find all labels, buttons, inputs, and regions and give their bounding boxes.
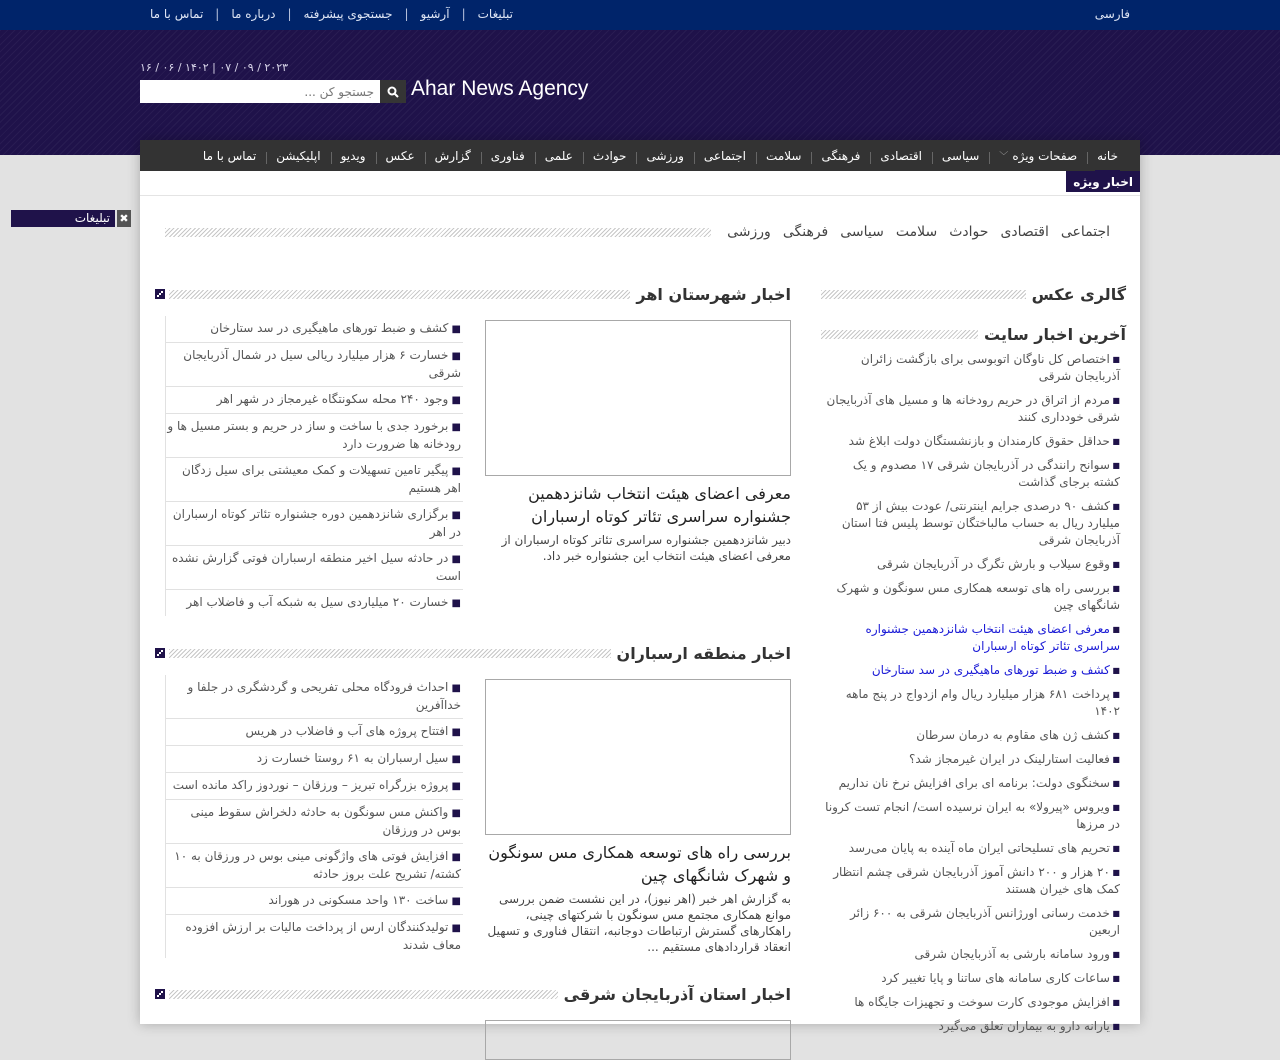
list-item[interactable]: ■ افزایش فوتی های واژگونی مینی بوس در ورزقان به ۱۰ کشته/ تشریح علت بروز حادثه bbox=[166, 844, 463, 888]
tag-cloud bbox=[165, 222, 1110, 242]
side-ad-label[interactable]: تبلیغات bbox=[11, 210, 115, 227]
nav-label: عکس bbox=[385, 148, 415, 163]
tag-link[interactable]: سیاسی bbox=[840, 224, 884, 240]
featured-article bbox=[485, 679, 791, 955]
tag-link[interactable]: اقتصادی bbox=[1000, 224, 1049, 240]
nav-label: اقتصادی bbox=[880, 148, 922, 163]
nav-special-pages[interactable] bbox=[989, 149, 1087, 163]
list-item[interactable]: ■ سخنگوی دولت: برنامه ای برای افزایش نرخ نان نداریم bbox=[821, 772, 1126, 796]
tag-link[interactable]: سلامت bbox=[895, 224, 938, 240]
list-item[interactable]: ■ ویروس «پیرولا» به ایران نرسیده است/ انجام تست کرونا در مرزها bbox=[821, 796, 1126, 837]
nav-label: سلامت bbox=[766, 148, 802, 163]
top-link-contact[interactable]: تماس با ما bbox=[150, 7, 204, 21]
section-title: آخرین اخبار سایت bbox=[984, 324, 1126, 344]
section-header bbox=[155, 639, 791, 667]
special-news-bar bbox=[140, 171, 1140, 196]
top-link-about[interactable]: درباره ما bbox=[231, 7, 276, 21]
nav-label: خانه bbox=[1097, 148, 1118, 163]
nav-contact[interactable] bbox=[193, 149, 266, 163]
tag-link[interactable]: اجتماعی bbox=[1060, 224, 1110, 240]
rss-icon[interactable] bbox=[155, 289, 165, 299]
list-item[interactable]: ■ احداث فرودگاه محلی تفریحی و گردشگری در جلفا و خداآفرین bbox=[166, 675, 463, 719]
list-item[interactable]: ■ حداقل حقوق کارمندان و بازنشستگان دولت ابلاغ شد bbox=[821, 430, 1126, 454]
nav-social[interactable] bbox=[694, 149, 756, 163]
tag-link[interactable]: فرهنگی bbox=[782, 224, 829, 240]
section-ahar bbox=[155, 280, 791, 619]
date-display: ۱۶ / ۰۶ / ۱۴۰۲ | ۰۷ / ۰۹ / ۲۰۲۳ bbox=[140, 61, 289, 74]
close-icon[interactable]: ✖ bbox=[117, 210, 131, 227]
news-list bbox=[165, 316, 463, 616]
article-image[interactable] bbox=[485, 1020, 791, 1060]
site-brand[interactable]: Ahar News Agency bbox=[411, 77, 589, 100]
side-ad bbox=[11, 210, 131, 227]
right-sidebar bbox=[821, 280, 1126, 1039]
list-item[interactable]: ■ مردم از اتراق در حریم رودخانه ها و مسیل های آذربایجان شرقی خودداری کنند bbox=[821, 389, 1126, 430]
top-link-ads[interactable]: تبلیغات bbox=[477, 7, 513, 21]
nav-label: گزارش bbox=[434, 148, 471, 163]
nav-photo[interactable] bbox=[376, 149, 425, 163]
search-button[interactable] bbox=[380, 80, 406, 103]
top-bar bbox=[0, 0, 1280, 30]
nav-science[interactable] bbox=[535, 149, 583, 163]
nav-sports[interactable] bbox=[636, 149, 693, 163]
nav-health[interactable] bbox=[756, 149, 811, 163]
list-item[interactable]: ■ کشف و ضبط تورهای ماهیگیری در سد ستارخان bbox=[821, 659, 1126, 683]
divider: | bbox=[404, 7, 409, 21]
nav-label: اپلیکیشن bbox=[276, 148, 321, 163]
list-item[interactable]: ■ برخورد جدی با ساخت و ساز در حریم و بستر مسیل ها و رودخانه ها ضرورت دارد bbox=[166, 414, 463, 458]
list-item[interactable]: ■ پروژه بزرگراه تبریز – ورزقان – نوردوز راکد مانده است bbox=[166, 773, 463, 800]
nav-label: علمی bbox=[544, 148, 573, 163]
list-item[interactable]: ■ خدمت رسانی اورژانس آذربایجان شرقی به ۶۰۰ زائر اربعین bbox=[821, 902, 1126, 943]
list-item[interactable]: ■ ورود سامانه بارشی به آذربایجان شرقی bbox=[821, 943, 1126, 967]
nav-home[interactable] bbox=[1087, 149, 1128, 163]
gallery-header bbox=[821, 280, 1126, 308]
list-item[interactable]: ■ بررسی راه های توسعه همکاری مس سونگون و شهرک شانگهای چین bbox=[821, 577, 1126, 618]
featured-article bbox=[485, 320, 791, 564]
list-item[interactable]: ■ خسارت ۲۰ میلیاردی سیل به شبکه آب و فاضلاب اهر bbox=[166, 590, 463, 616]
list-item[interactable]: ■ وجود ۲۴۰ محله سکونتگاه غیرمجاز در شهر اهر bbox=[166, 387, 463, 414]
article-summary: به گزارش اهر خبر (اهر نیوز)، در این نشست ضمن بررسی موانع همکاری مجتمع مس سونگون با شرکتهای چینی، راهکارهای گسترش ارتباطات دوجانبه، انتقال فناوری و تسهیل انعقاد قراردادهای مستقیم ... bbox=[487, 892, 791, 954]
main-nav bbox=[140, 140, 1140, 171]
article-title[interactable]: معرفی اعضای هیئت انتخاب شانزدهمین جشنواره سراسری تئاتر کوتاه ارسباران bbox=[528, 484, 791, 526]
language-link[interactable]: فارسی bbox=[1094, 7, 1130, 21]
list-item[interactable]: ■ تولیدکنندگان ارس از پرداخت مالیات بر ارزش افزوده معاف شدند bbox=[166, 915, 463, 958]
list-item[interactable]: ■ افزایش موجودی کارت سوخت و تجهیزات جایگاه ها bbox=[821, 991, 1126, 1015]
list-item[interactable]: ■ در حادثه سیل اخیر منطقه ارسباران فوتی گزارش نشده است bbox=[166, 546, 463, 590]
list-item[interactable]: ■ کشف ۹۰ درصدی جرایم اینترنتی/ عودت بیش از ۵۳ میلیارد ریال به حساب مالباختگان توسط پلیس فتا استان آذربایجان شرقی bbox=[821, 495, 1126, 553]
top-link-archive[interactable]: آرشیو bbox=[420, 7, 450, 21]
list-item[interactable]: ■ پرداخت ۶۸۱ هزار میلیارد ریال وام ازدواج در پنج ماهه ۱۴۰۲ bbox=[821, 683, 1126, 724]
list-item[interactable]: ■ سوانح رانندگی در آذربایجان شرقی ۱۷ مصدوم و یک کشته برجای گذاشت bbox=[821, 454, 1126, 495]
section-header bbox=[155, 280, 791, 308]
nav-label: ویدیو bbox=[340, 148, 366, 163]
chevron-down-icon: ﹀ bbox=[999, 152, 1009, 162]
list-item[interactable]: ■ خسارت ۶ هزار میلیارد ریالی سیل در شمال آذربایجان شرقی bbox=[166, 343, 463, 387]
nav-application[interactable] bbox=[266, 149, 330, 163]
nav-culture[interactable] bbox=[811, 149, 870, 163]
main-column bbox=[155, 280, 791, 1028]
nav-label: فناوری bbox=[490, 148, 525, 163]
section-title[interactable]: گالری عکس bbox=[1031, 284, 1126, 304]
news-list bbox=[165, 675, 463, 958]
divider bbox=[169, 290, 630, 299]
nav-label: سیاسی bbox=[941, 148, 980, 163]
nav-label: فرهنگی bbox=[821, 148, 861, 163]
nav-label: اجتماعی bbox=[703, 148, 747, 163]
list-item[interactable]: ■ پیگیر تامین تسهیلات و کمک معیشتی برای سیل زدگان اهر هستیم bbox=[166, 458, 463, 502]
article-title[interactable]: بررسی راه های توسعه همکاری مس سونگون و شهرک شانگهای چین bbox=[488, 843, 791, 885]
section-arasbaran bbox=[155, 639, 791, 960]
list-item[interactable]: ■ ساخت ۱۳۰ واحد مسکونی در هوراند bbox=[166, 888, 463, 915]
section-east-azerbaijan bbox=[155, 980, 791, 1008]
section-title[interactable]: اخبار شهرستان اهر bbox=[636, 284, 791, 304]
article-image[interactable] bbox=[485, 320, 791, 476]
site-header bbox=[0, 30, 1280, 155]
special-news-label: اخبار ویژه bbox=[1066, 171, 1140, 192]
search-icon bbox=[387, 86, 399, 98]
divider bbox=[165, 228, 711, 237]
divider: | bbox=[461, 7, 466, 21]
nav-report[interactable] bbox=[425, 149, 481, 163]
tag-link[interactable]: ورزشی bbox=[727, 224, 771, 240]
article-image[interactable] bbox=[485, 679, 791, 835]
page-container bbox=[140, 140, 1140, 1033]
latest-news-header bbox=[821, 320, 1126, 348]
section-header bbox=[155, 980, 791, 1008]
list-item[interactable]: ■ معرفی اعضای هیئت انتخاب شانزدهمین جشنواره سراسری تئاتر کوتاه ارسباران bbox=[821, 618, 1126, 659]
search-input[interactable] bbox=[140, 80, 380, 103]
list-item[interactable]: ■ واکنش مس سونگون به حادثه دلخراش سقوط مینی بوس در ورزقان bbox=[166, 800, 463, 844]
section-title[interactable]: اخبار استان آذربایجان شرقی bbox=[563, 984, 791, 1004]
list-item[interactable]: ■ وقوع سیلاب و بارش تگرگ در آذربایجان شرقی bbox=[821, 553, 1126, 577]
divider: | bbox=[215, 7, 220, 21]
top-link-advanced-search[interactable]: جستجوی پیشرفته bbox=[303, 7, 393, 21]
rss-icon[interactable] bbox=[155, 989, 165, 999]
section-title[interactable]: اخبار منطقه ارسباران bbox=[616, 643, 791, 663]
nav-economy[interactable] bbox=[870, 149, 932, 163]
nav-video[interactable] bbox=[331, 149, 376, 163]
list-item[interactable]: ■ کشف و ضبط تورهای ماهیگیری در سد ستارخان bbox=[166, 316, 463, 343]
divider bbox=[821, 290, 1026, 299]
list-item[interactable]: ■ ساعات کاری سامانه های ساتنا و پایا تغییر کرد bbox=[821, 967, 1126, 991]
divider bbox=[169, 649, 611, 658]
nav-incidents[interactable] bbox=[583, 149, 637, 163]
list-item[interactable]: ■ برگزاری شانزدهمین دوره جشنواره تئاتر کوتاه ارسباران در اهر bbox=[166, 502, 463, 546]
article-summary: دبیر شانزدهمین جشنواره سراسری تئاتر کوتاه ارسباران از معرفی اعضای هیئت انتخاب این جشنواره خبر داد. bbox=[501, 533, 791, 563]
list-item[interactable]: ■ کشف ژن های مقاوم به درمان سرطان bbox=[821, 724, 1126, 748]
latest-news-list bbox=[821, 348, 1126, 1039]
list-item[interactable]: ■ تحریم های تسلیحاتی ایران ماه آینده به پایان می‌رسد bbox=[821, 837, 1126, 861]
top-links bbox=[150, 7, 513, 21]
nav-label: ورزشی bbox=[646, 148, 684, 163]
nav-technology[interactable] bbox=[481, 149, 535, 163]
tag-link[interactable]: حوادث bbox=[949, 224, 989, 240]
nav-label: تماس با ما bbox=[202, 148, 257, 163]
search-form bbox=[140, 80, 406, 103]
list-item[interactable]: ■ افتتاح پروژه های آب و فاضلاب در هریس bbox=[166, 719, 463, 746]
list-item[interactable]: ■ اختصاص کل ناوگان اتوبوسی برای بازگشت زائران آذربایجان شرقی bbox=[821, 348, 1126, 389]
nav-label: حوادث bbox=[592, 148, 627, 163]
list-item[interactable]: ■ سیل ارسباران به ۶۱ روستا خسارت زد bbox=[166, 746, 463, 773]
divider bbox=[821, 330, 978, 339]
list-item[interactable]: ■ یارانه دارو به بیماران تعلق می‌گیرد bbox=[821, 1015, 1126, 1039]
divider bbox=[169, 990, 558, 999]
nav-politics[interactable] bbox=[932, 149, 989, 163]
list-item[interactable]: ■ فعالیت استارلینک در ایران غیرمجاز شد؟ bbox=[821, 748, 1126, 772]
rss-icon[interactable] bbox=[155, 648, 165, 658]
divider: | bbox=[287, 7, 292, 21]
nav-label: صفحات ویژه bbox=[1012, 148, 1078, 163]
list-item[interactable]: ■ ۲۰ هزار و ۲۰۰ دانش آموز آذربایجان شرقی چشم انتظار کمک های خیران هستند bbox=[821, 861, 1126, 902]
